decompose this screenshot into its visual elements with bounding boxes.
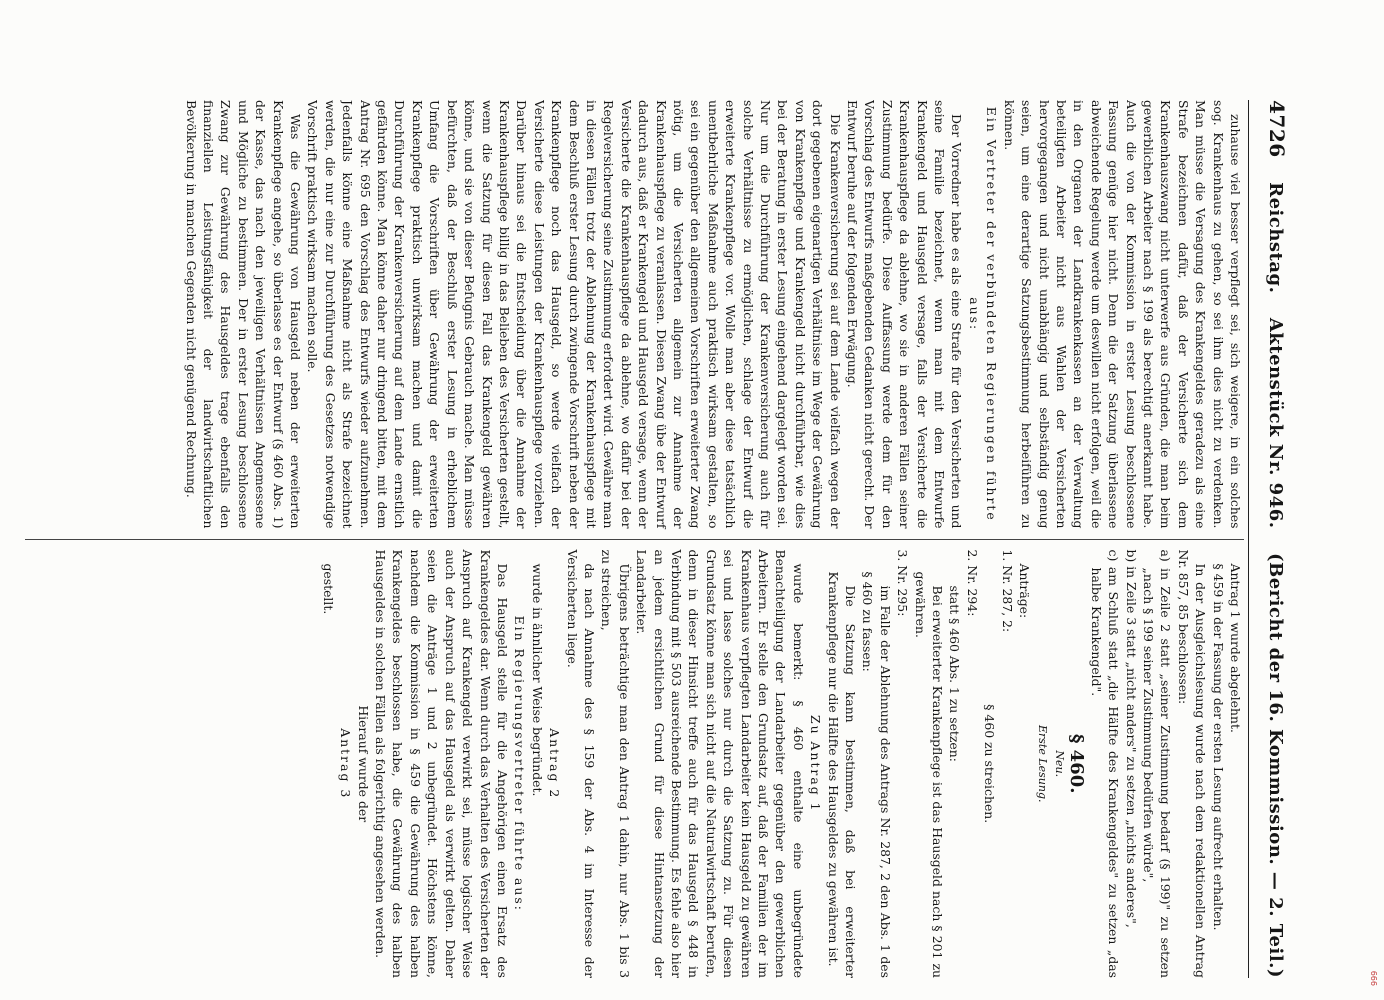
page-header — [1248, 100, 1289, 978]
paragraph: wurde in ähnlicher Weise begründet. — [529, 563, 545, 797]
paragraph: zuhause viel besser verpflegt sei, sich weigere, in ein solches sog. Krankenhaus zu gehen, so sei ihm dies nicht zu verdenken. Man müsse die Versagung des Krankengeldes geradezu als eine Strafe bezeichnen dafür, daß der Versicherte sich dem Krankenhauszwang nicht unterwerfe aus Gründen, die man beim gewerblichen Arbeiter nach § 199 als berechtigt anerkannt habe. Auch die von der Kommission in erster Lesung beschlossene Fassung genüge hier nicht. Denn die der Satzung überlassene abweichende Regelung werde um deswillen nicht erfolgen, weil die in den Organen der Landkrankenkassen an der Verwaltung beteiligten Arbeiter nicht aus Wahlen der Versicherten hervorgegangen und nicht unabhängig und selbständig genug seien, um eine derartige Satzungsbestimmung herbeiführen zu können. — [1001, 100, 1243, 529]
subheading: Zu Antrag 1 — [808, 715, 824, 813]
text-columns — [25, 100, 1244, 978]
antrag-text: § 460 zu streichen. — [982, 704, 998, 824]
paragraph: Das Hausgeld stelle für die Angehörigen einen Ersatz des Krankengeldes dar. Wenn durch das Verhalten des Versicherten der Anspruch auf Krankengeld verwirkt sei, müsse logischer Weise auch der Anspruch auf das Hausgeld als verwirkt gelten. Daher seien die Anträge 1 und 2 unbegründet. Höchstens könne, nachdem die Kommission in § 459 die Gewährung des halben Krankengeldes beschlossen habe, die Gewährung des halben Hausgeldes in solchen Fällen als folgerichtig angesehen werden. — [373, 549, 510, 978]
speaker-line: Ein Vertreter der verbündeten Regierungen führte aus: — [966, 106, 1000, 522]
amendment-item: a) in Zeile 2 statt „seiner Zustimmung bedarf (§ 199)" zu setzen „nach § 199 seiner Zustimmung bedürfen würde", — [1140, 549, 1174, 978]
closing-line: Antrag 3 — [338, 728, 354, 800]
paragraph: Was die Gewährung von Hausgeld neben der erweiterten Krankenpflege angehe, so überlasse es der Entwurf (§ 460 Abs. 1) der Kasse, das nach den jeweiligen Verhältnissen Angemessene und Mögliche zu bestimmen. Der in erster Lesung beschlossene Zwang zur Gewährung des Hausgeldes trage ebenfalls den finanziellen Leistungsfähigkeit der landwirtschaftlichen Bevölkerung in manchen Gegenden nicht genügend Rechnung. — [183, 100, 304, 529]
paragraph: In der Ausgleichslesung wurde nach dem redaktionellen Antrag Nr. 857, 85 beschlossen: — [1175, 549, 1209, 978]
document-number: Aktenstück Nr. 946. — [1265, 317, 1286, 529]
antrag-text: Bei erweiterter Krankenpflege ist das Hausgeld nach § 201 zu gewähren. — [912, 571, 946, 978]
antrag-item: 1. Nr. 287, 2: — [999, 549, 1015, 633]
antrag-text: Die Satzung kann bestimmen, daß bei erweiterter Krankenpflege nur die Hälfte des Hausgeldes zu gewähren ist. — [825, 571, 859, 978]
report-title: (Bericht der 16. Kommission. — 2. Teil.) — [1265, 552, 1286, 978]
journal-title: Reichstag. — [1265, 182, 1286, 294]
paragraph: wurde bemerkt: § 460 enthalte eine unbegründete Benachteiligung der Landarbeiter gegenüber den gewerblichen Arbeitern. Er stelle den Grundsatz auf, daß der Familien der im Krankenhaus verpflegten Landarbeiter kein Hausgeld zu gewähren sei und lasse solches nur durch die Satzung zu. Für diesen Grundsatz könne man sich nicht auf die Naturalwirtschaft berufen, denn in dieser Hinsicht treffe auch für das Hausgeld § 448 in Verbindung mit § 503 ausreichende Bestimmung. Es fehle also hier an jedem ersichtlichen Grund für diese Hintansetzung der Landarbeiter. — [634, 549, 806, 978]
antrag-item: 3. Nr. 295: — [895, 549, 911, 617]
page-number: 4726 — [1265, 100, 1289, 158]
paragraph: da nach Annahme des § 159 der Abs. 4 im Interesse der Versicherten liege. — [564, 549, 597, 978]
closing-line: gestellt. — [320, 563, 336, 615]
amendment-item: b) in Zeile 3 statt „nicht anders" zu setzen „nichts anderes", — [1123, 549, 1139, 928]
paragraph: Antrag 1 wurde abgelehnt. — [1228, 563, 1243, 733]
antraege-label: Anträge: — [1017, 563, 1033, 619]
paragraph: Die Krankenversicherung sei auf dem Lande vielfach wegen der dort gegebenen eigenartigen Verhältnisse im Wege der Gewährung von Krankenpflege und Krankengeld nicht durchführbar, wie dies bei der Beratung in erster Lesung eingehend dargelegt worden sei. Nur um die Durchführung der Krankenversicherung auch für solche Verhältnisse zu ermöglichen, schlage der Entwurf die erweiterte Krankenpflege vor. Wolle man aber diese tatsächlich unentbehrliche Maßnahme auch praktisch wirksam gestalten, so sei ein gegenüber den allgemeinen Vorschriften erweiterter Zwang nötig, um die Versicherten allgemein zur Annahme der Krankenhauspflege zu veranlassen. Diesen Zwang übe der Entwurf dadurch aus, daß er Krankengeld und Hausgeld versage, wenn der Versicherte die Krankenhauspflege da ablehne, wo dafür bei der Regelversicherung seine Zustimmung erfordert wird. Gewähre man in diesen Fällen trotz der Ablehnung der Krankenhauspflege mit dem Beschluß erster Lesung durch zwingende Vorschrift neben der Krankenpflege noch das Hausgeld, so werde vielfach der Versicherte diese Leistungen der Krankenhauspflege vorziehen. Darüber hinaus sei die Entscheidung über die Annahme der Krankenhauspflege billig in das Belieben des Versicherten gestellt, wenn die Satzung für diesen Fall das Krankengeld gewähren könne, und sie von dieser Befugnis Gebrauch mache. Man müsse befürchten, daß der Beschluß erster Lesung in erheblichem Umfang die Vorschriften über Gewährung der erweiterten Krankenpflege praktisch unwirksam machen und damit die Durchführung der Krankenversicherung auf dem Lande ernstlich gefährden könne. Man könne daher nur dringend bitten, mit dem Antrag Nr. 695 den Vorschlag des Entwurfs wieder aufzunehmen. Jedenfalls könne eine Maßnahme nicht als Strafe bezeichnet werden, die nur eine zur Durchführung des Gesetzes notwendige Vorschrift praktisch wirksam machen solle. — [305, 100, 843, 529]
antrag-text: im Falle der Ablehnung des Antrags Nr. 287, 2 den Abs. 1 des § 460 zu fassen: — [860, 571, 893, 978]
section-sub: Neu. — [1052, 750, 1066, 778]
section-heading: § 460. — [1066, 733, 1088, 794]
paragraph: § 459 in der Fassung der ersten Lesung aufrecht erhalten. — [1210, 563, 1226, 931]
page-stamp: 666 — [1369, 970, 1378, 986]
paragraph: Der Vorredner habe es als eine Strafe für den Versicherten und seine Familie bezeichnet, wenn man mit dem Entwurfe Krankengeld und Hausgeld versage, falls der Versicherte die Krankenhauspflege da ablehne, wo sie in anderen Fällen seiner Zustimmung bedürfe. Diese Auffassung werde dem für den Vorschlag des Entwurfs maßgebenden Gedanken nicht gerecht. Der Entwurf beruhe auf der folgenden Erwägung. — [845, 100, 965, 529]
speaker-line: Ein Regierungsvertreter führte aus: — [512, 615, 528, 912]
closing-line: Hierauf wurde der — [355, 705, 371, 823]
left-column — [25, 100, 1244, 539]
antrag-text: statt § 460 Abs. 1 zu setzen: — [947, 585, 963, 762]
section-reading: Erste Lesung. — [1035, 724, 1049, 803]
antrag-item: 2. Nr. 294: — [964, 549, 980, 617]
subheading: Antrag 2 — [547, 728, 563, 800]
paragraph: Übrigens beträchtige man den Antrag 1 dahin, nur Abs. 1 bis 3 zu streichen, — [599, 549, 632, 978]
amendment-item: c) am Schluß statt „die Hälfte des Krankengeldes" zu setzen „das halbe Krankengeld". — [1088, 549, 1122, 978]
right-column — [25, 539, 1244, 979]
